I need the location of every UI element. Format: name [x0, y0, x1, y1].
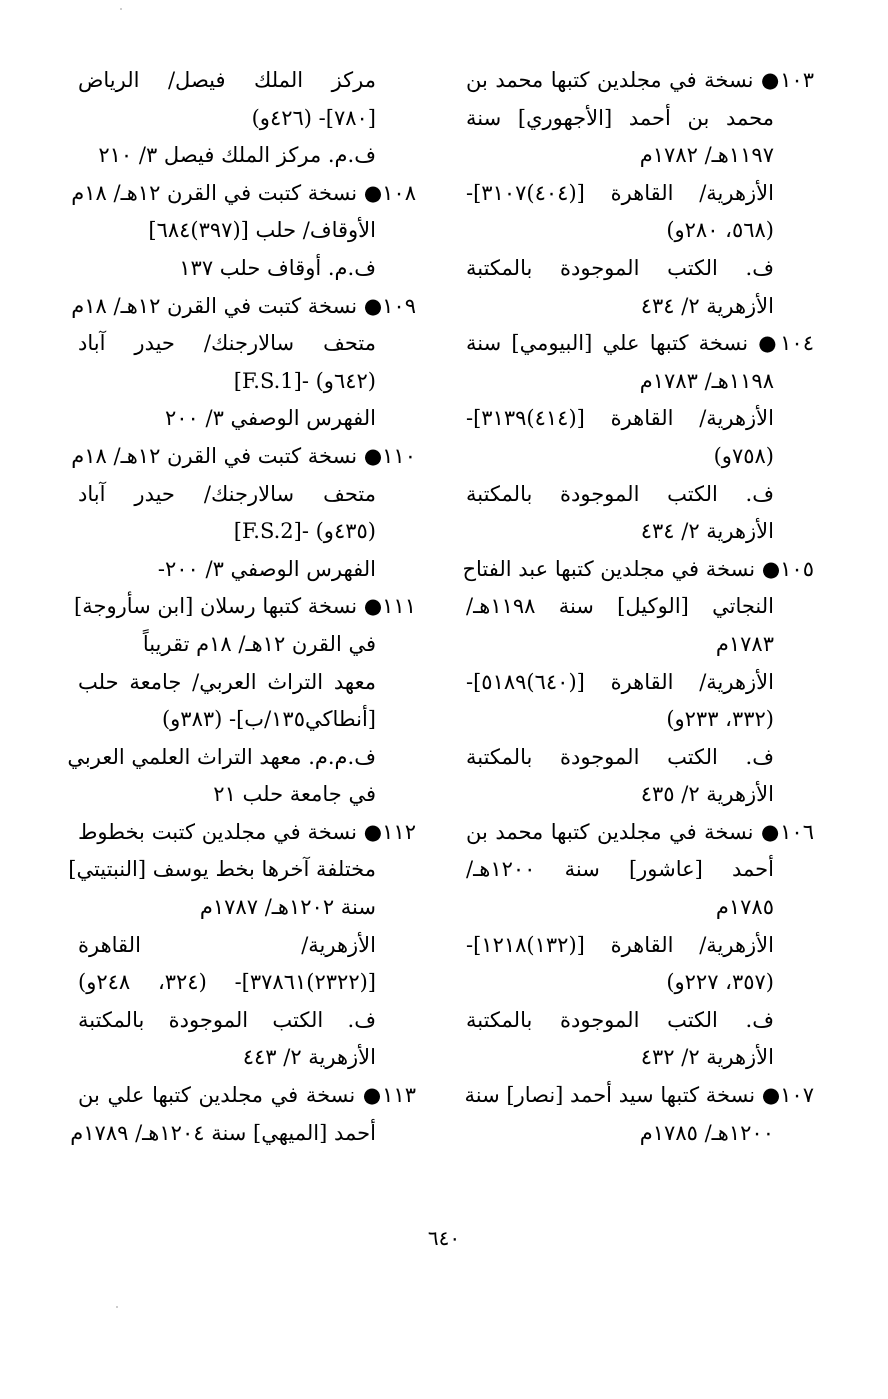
text-line: ١١٩٨هـ/ ١٧٨٣م — [639, 368, 774, 393]
text-line: محمد بن أحمد [الأجهوري] سنة — [466, 105, 774, 130]
text-line: النجاتي [الوكيل] سنة ١١٩٨هـ/ — [466, 594, 774, 619]
text-line: الفهرس الوصفي ٣/ ٢٠٠- — [157, 556, 376, 581]
text-line: الأوقاف/ حلب [(٣٩٧)٦٨٤] — [148, 218, 376, 243]
text-line: ١١٠● نسخة كتبت في القرن ١٢هـ/ ١٨م — [71, 443, 416, 468]
page-number: ٦٤٠ — [427, 1226, 461, 1250]
text-line: ١٧٨٥م — [715, 895, 774, 920]
text-line: (٥٦٨، ٢٨٠و) — [666, 218, 774, 243]
left-column — [67, 62, 416, 1152]
text-line: الأزهرية ٢/ ٤٣٤ — [640, 293, 774, 318]
text-line: الأزهرية ٢/ ٤٣٢ — [640, 1045, 774, 1070]
paper-speck — [116, 1306, 118, 1308]
text-line: الفهرس الوصفي ٣/ ٢٠٠ — [164, 406, 376, 431]
text-line: ١٠٤● نسخة كتبها علي [البيومي] سنة — [466, 331, 814, 356]
text-line: الأزهرية ٢/ ٤٤٣ — [242, 1045, 376, 1070]
text-line: أحمد [عاشور] سنة ١٢٠٠هـ/ — [466, 857, 774, 882]
text-line: ١٠٣● نسخة في مجلدين كتبها محمد بن — [466, 68, 814, 92]
text-line: في القرن ١٢هـ/ ١٨م تقريباً — [142, 631, 376, 656]
text-line: أحمد [الميهي] سنة ١٢٠٤هـ/ ١٧٨٩م — [70, 1120, 376, 1145]
text-line: ١٠٦● نسخة في مجلدين كتبها محمد بن — [466, 819, 814, 844]
text-line: الأزهرية/ القاهرة [(٤٠٤)٣١٠٧]- — [466, 180, 774, 205]
text-line: ١٧٨٣م — [715, 631, 774, 656]
text-line: ١٠٩● نسخة كتبت في القرن ١٢هـ/ ١٨م — [71, 293, 416, 318]
right-column — [462, 62, 814, 1152]
text-line: [٧٨٠]- (٤٢٦و) — [251, 105, 376, 130]
text-line: [أنطاكي١٣٥/ب]- (٣٨٣و) — [161, 707, 376, 732]
text-line: [(٢٣٢٢)٣٧٨٦١]- (٣٢٤، ٢٤٨و) — [78, 970, 376, 995]
text-line: الأزهرية ٢/ ٤٣٥ — [640, 782, 774, 807]
text-line: ١١٣● نسخة في مجلدين كتبها علي بن — [78, 1083, 416, 1108]
text-line: (٣٣٢، ٢٣٣و) — [666, 707, 774, 732]
paper-speck — [120, 8, 122, 10]
text-line: ١٢٠٠هـ/ ١٧٨٥م — [639, 1120, 774, 1145]
text-line: الأزهرية/ القاهرة [(١٣٢)١٢١٨]- — [466, 932, 774, 957]
text-line: الأزهرية/ القاهرة [(٦٤٠)٥١٨٩]- — [466, 669, 774, 694]
text-line: (٧٥٨و) — [713, 443, 774, 468]
text-line: متحف سالارجنك/ حيدر آباد — [78, 331, 376, 356]
text-line: معهد التراث العربي/ جامعة حلب — [78, 669, 376, 694]
text-line: ف. الكتب الموجودة بالمكتبة — [466, 481, 774, 506]
text-line: سنة ١٢٠٢هـ/ ١٧٨٧م — [199, 895, 376, 920]
text-line: (٣٥٧، ٢٢٧و) — [666, 970, 774, 995]
text-line: ف.م. أوقاف حلب ١٣٧ — [179, 255, 376, 280]
text-line: ١٠٨● نسخة كتبت في القرن ١٢هـ/ ١٨م — [71, 180, 416, 205]
text-line: [F.S.2]- (٤٣٥و) — [233, 519, 376, 544]
text-line: ١٠٥● نسخة في مجلدين كتبها عبد الفتاح — [462, 556, 814, 581]
text-line: ف.م.م. معهد التراث العلمي العربي — [67, 744, 376, 769]
text-line: مركز الملك فيصل/ الرياض — [78, 68, 376, 92]
text-line: الأزهرية/ القاهرة — [78, 932, 376, 957]
text-line: ف. الكتب الموجودة بالمكتبة — [466, 255, 774, 280]
text-line: ف. الكتب الموجودة بالمكتبة — [466, 1007, 774, 1032]
text-line: الأزهرية/ القاهرة [(٤١٤)٣١٣٩]- — [466, 406, 774, 431]
text-line: الأزهرية ٢/ ٤٣٤ — [640, 519, 774, 544]
text-line: متحف سالارجنك/ حيدر آباد — [78, 481, 376, 506]
text-line: ١٠٧● نسخة كتبها سيد أحمد [نصار] سنة — [464, 1083, 814, 1108]
text-line: ١١٩٧هـ/ ١٧٨٢م — [639, 143, 774, 168]
text-line: ف. الكتب الموجودة بالمكتبة — [78, 1007, 376, 1032]
text-line: ١١٢● نسخة في مجلدين كتبت بخطوط — [78, 819, 416, 844]
text-line: في جامعة حلب ٢١ — [213, 782, 376, 807]
text-line: ١١١● نسخة كتبها رسلان [ابن سأروجة] — [74, 594, 416, 619]
text-line: مختلفة آخرها بخط يوسف [النبتيتي] — [68, 857, 376, 882]
text-line: ف. الكتب الموجودة بالمكتبة — [466, 744, 774, 769]
text-line: ف.م. مركز الملك فيصل ٣/ ٢١٠ — [98, 143, 376, 168]
text-line: [F.S.1]- (٦٤٢و) — [233, 368, 376, 393]
